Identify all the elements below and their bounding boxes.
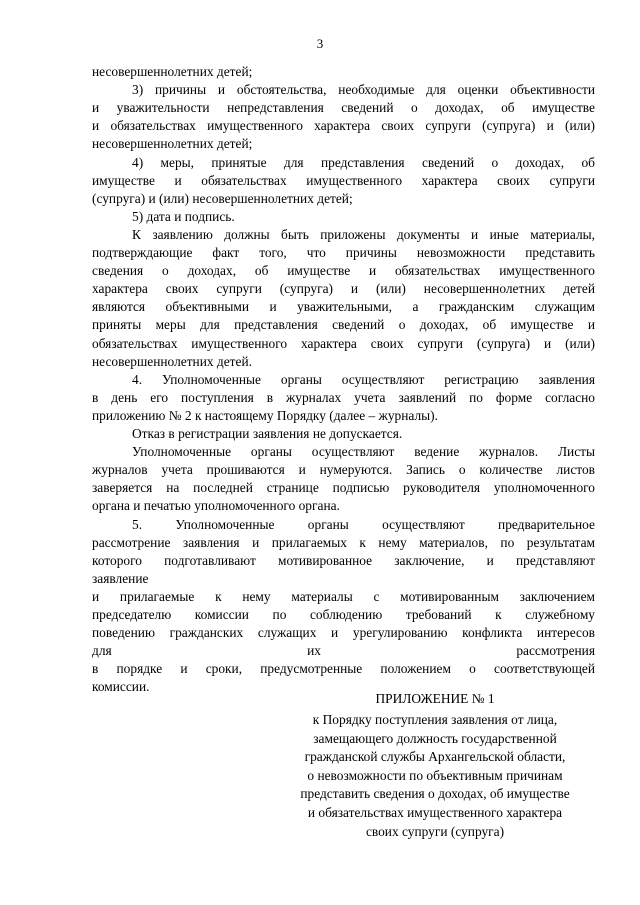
body-line: являются объективными и уважительными, а гражданским служащим xyxy=(92,299,595,315)
body-line: поведению гражданских служащих и урегулированию конфликта интересов xyxy=(92,625,595,641)
body-line: несовершеннолетних детей; xyxy=(92,64,253,79)
body-line: журналов учета прошиваются и нумеруются. Запись о количестве листов xyxy=(92,462,595,478)
body-line: приложению № 2 к настоящему Порядку (далее – журналы). xyxy=(92,407,438,423)
appendix-line: гражданской службы Архангельской области, xyxy=(304,749,566,765)
body-line: председателю комиссии по соблюдению требований к служебному xyxy=(92,607,595,622)
body-line: характера своих супруги (супруга) и (или) несовершеннолетних детей xyxy=(92,281,595,297)
body-line: Отказ в регистрации заявления не допускается. xyxy=(132,426,403,441)
body-line: органа и печатью уполномоченного органа. xyxy=(92,498,340,514)
appendix-line: к Порядку поступления заявления от лица, xyxy=(312,712,558,727)
body-line: 4) меры, принятые для представления сведений о доходах, об xyxy=(132,154,595,170)
body-line: (супруга) и (или) несовершеннолетних детей; xyxy=(92,190,353,206)
body-line: приняты меры для представления сведений о доходах, об имуществе и xyxy=(92,317,595,333)
body-line: в день его поступления в журналах учета заявлений по форме согласно xyxy=(92,389,595,405)
body-line: несовершеннолетних детей; xyxy=(92,136,253,152)
body-line: заверяется на последней странице подписью руководителя уполномоченного xyxy=(92,480,595,496)
body-line: подтверждающие факт того, что причины невозможности представить xyxy=(92,245,595,260)
appendix-line: о невозможности по объективным причинам xyxy=(307,767,563,783)
body-line: для их рассмотрения xyxy=(92,643,595,659)
body-line: и уважительности непредставления сведений о доходах, об имуществе xyxy=(92,100,595,116)
body-line: 4. Уполномоченные органы осуществляют регистрацию заявления xyxy=(132,371,595,387)
body-line: 5. Уполномоченные органы осуществляют предварительное xyxy=(132,516,595,532)
appendix-title: ПРИЛОЖЕНИЕ № 1 xyxy=(375,691,495,706)
body-line: несовершеннолетних детей. xyxy=(92,353,252,369)
appendix-line: и обязательствах имущественного характера xyxy=(307,805,563,820)
body-line: К заявлению должны быть приложены документы и иные материалы, xyxy=(132,226,595,242)
body-line: и прилагаемые к нему материалы с мотивированным заключением xyxy=(92,588,595,604)
body-line: обязательствах имущественного характера своих супруги (супруга) и (или) xyxy=(92,335,595,351)
body-line: заявление xyxy=(92,570,149,586)
appendix-line: представить сведения о доходах, об имуществе xyxy=(300,786,570,802)
body-line: комиссии. xyxy=(92,679,150,695)
appendix-line: своих супруги (супруга) xyxy=(365,823,505,839)
body-line: в порядке и сроки, предусмотренные положением о соответствующей xyxy=(92,661,595,677)
body-line: Уполномоченные органы осуществляют ведение журналов. Листы xyxy=(132,444,595,460)
body-line: 3) причины и обстоятельства, необходимые для оценки объективности xyxy=(132,82,595,98)
body-line: рассмотрение заявления и прилагаемых к нему материалов, по результатам xyxy=(92,534,595,550)
page-number: 3 xyxy=(316,36,324,51)
body-line: и обязательствах имущественного характера своих супруги (супруга) и (или) xyxy=(92,118,595,134)
appendix-line: замещающего должность государственной xyxy=(313,730,557,746)
body-line: 5) дата и подпись. xyxy=(132,208,235,224)
body-line: имуществе и обязательствах имущественного характера своих супруги xyxy=(92,172,595,188)
body-line: сведения о доходах, об имуществе и обязательствах имущественного xyxy=(92,263,595,279)
body-line: которого подготавливают мотивированное заключение, и представляют xyxy=(92,552,595,568)
